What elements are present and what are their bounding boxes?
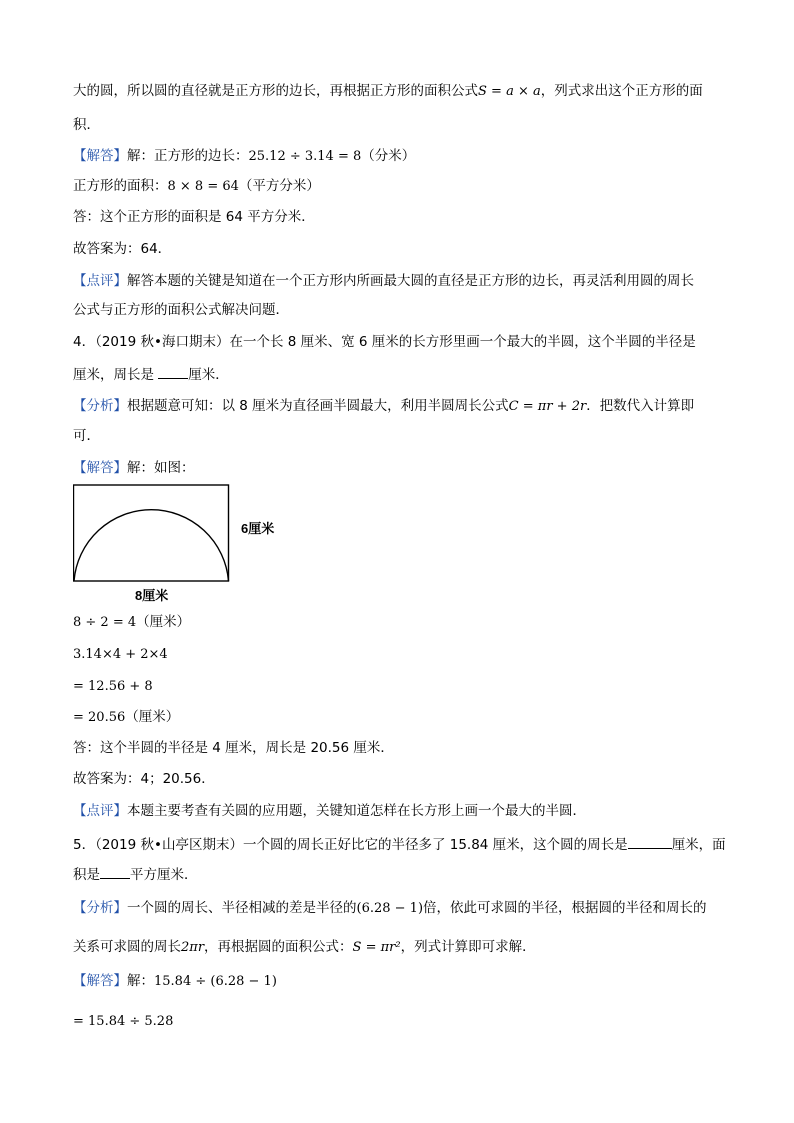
solution-tag: 【解答】	[73, 148, 127, 164]
solution-tag: 【解答】	[73, 973, 127, 989]
text-line: 关系可求圆的周长2πr，再根据圆的面积公式：S = πr²，列式计算即可求解．	[73, 939, 536, 955]
final-answer-line: 故答案为：4；20.56．	[73, 771, 215, 787]
question-4-cont: 厘米，周长是 厘米．	[73, 364, 229, 384]
answer-blank	[158, 364, 188, 379]
text-line: 大的圆，所以圆的直径就是正方形的边长，再根据正方形的面积公式S = a × a，列式求出这个正方形的面	[73, 83, 703, 99]
solution-line: 【解答】解：如图：	[73, 460, 195, 476]
comment-line: 【点评】本题主要考查有关圆的应用题，关键知道怎样在长方形上画一个最大的半圆．	[73, 803, 586, 819]
solution-line: 【解答】解：15.84 ÷ (6.28 − 1)	[73, 973, 277, 989]
text-line: 正方形的面积：8 × 8 = 64（平方分米）	[73, 178, 320, 194]
semicircle-figure	[73, 484, 293, 602]
question-5-cont: 积是 平方厘米．	[73, 864, 198, 884]
answer-blank	[100, 864, 130, 879]
length-label: 8厘米	[135, 588, 169, 603]
question-4: 4．（2019 秋•海口期末）在一个长 8 厘米、宽 6 厘米的长方形里画一个最大的半圆，这个半圆的半径是	[73, 334, 696, 350]
analysis-line: 【分析】一个圆的周长、半径相减的差是半径的(6.28 − 1)倍，依此可求圆的半径，根据圆的半径和周长的	[73, 900, 707, 916]
analysis-tag: 【分析】	[73, 900, 127, 916]
comment-line: 【点评】解答本题的关键是知道在一个正方形内所画最大圆的直径是正方形的边长，再灵活利用圆的周长	[73, 273, 694, 289]
answer-line: 答：这个正方形的面积是 64 平方分米．	[73, 209, 315, 225]
calc-line: = 15.84 ÷ 5.28	[73, 1014, 174, 1029]
final-answer-line: 故答案为：64．	[73, 241, 172, 257]
calc-line: 3.14×4 + 2×4	[73, 647, 168, 662]
solution-line: 【解答】解：正方形的边长：25.12 ÷ 3.14 = 8（分米）	[73, 148, 416, 164]
question-5: 5．（2019 秋•山亭区期末）一个圆的周长正好比它的半径多了 15.84 厘米，这个圆的周长是 厘米，面	[73, 834, 726, 854]
text-line: 公式与正方形的面积公式解决问题．	[73, 302, 289, 318]
answer-blank	[628, 834, 672, 849]
solution-tag: 【解答】	[73, 460, 127, 476]
answer-line: 答：这个半圆的半径是 4 厘米，周长是 20.56 厘米．	[73, 740, 394, 756]
semicircle-arc	[74, 510, 229, 581]
calc-line: = 12.56 + 8	[73, 679, 153, 694]
text-line: 可．	[73, 428, 100, 444]
calc-line: 8 ÷ 2 = 4（厘米）	[73, 614, 191, 630]
comment-tag: 【点评】	[73, 273, 127, 289]
width-label: 6厘米	[241, 521, 275, 536]
calc-line: = 20.56（厘米）	[73, 709, 180, 725]
analysis-tag: 【分析】	[73, 398, 127, 414]
text-line: 积．	[73, 117, 100, 133]
comment-tag: 【点评】	[73, 803, 127, 819]
figure-svg	[73, 484, 293, 602]
analysis-line: 【分析】根据题意可知：以 8 厘米为直径画半圆最大，利用半圆周长公式C = πr + 2r．把数代入计算即	[73, 398, 695, 414]
